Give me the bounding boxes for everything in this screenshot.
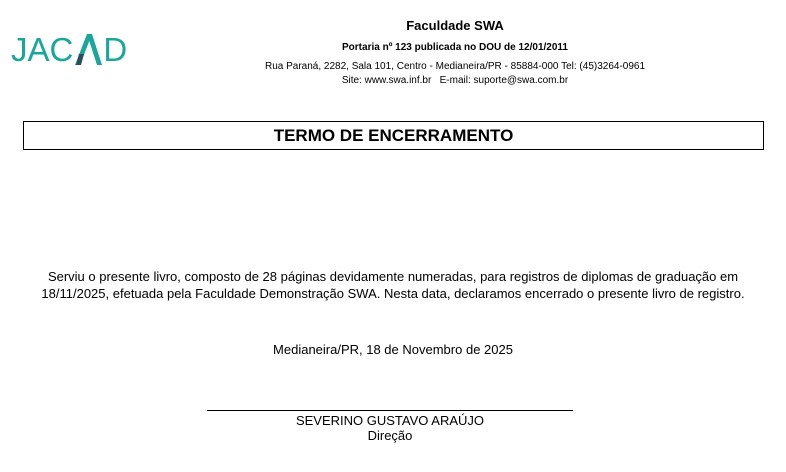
signature-line	[207, 410, 573, 411]
place-date: Medianeira/PR, 18 de Novembro de 2025	[273, 342, 513, 357]
address-line: Rua Paraná, 2282, Sala 101, Centro - Medianeira/PR - 85884-000 Tel: (45)3264-0961	[264, 61, 646, 72]
jacad-logo: JAC D	[11, 31, 128, 68]
institution-name: Faculdade SWA	[406, 18, 504, 33]
document-title	[23, 121, 764, 150]
signatory-name: SEVERINO GUSTAVO ARAÚJO	[295, 413, 485, 428]
logo-a-mark	[73, 32, 103, 66]
signatory-role: Direção	[367, 428, 413, 443]
document-header	[240, 16, 670, 86]
contact-line: Site: www.swa.inf.br E-mail: suporte@swa.com.br	[341, 75, 569, 86]
document-title-text: TERMO DE ENCERRAMENTO	[273, 125, 514, 145]
portaria-line: Portaria nº 123 publicada no DOU de 12/01/2011	[342, 42, 568, 53]
closing-statement: Serviu o presente livro, composto de 28 páginas devidamente numeradas, para registros de diplomas de graduação em 18/11/2025, efetuada pela Faculdade Demonstração SWA. Nesta data, declaramos encerrado o presente livro de registro.	[41, 269, 745, 301]
